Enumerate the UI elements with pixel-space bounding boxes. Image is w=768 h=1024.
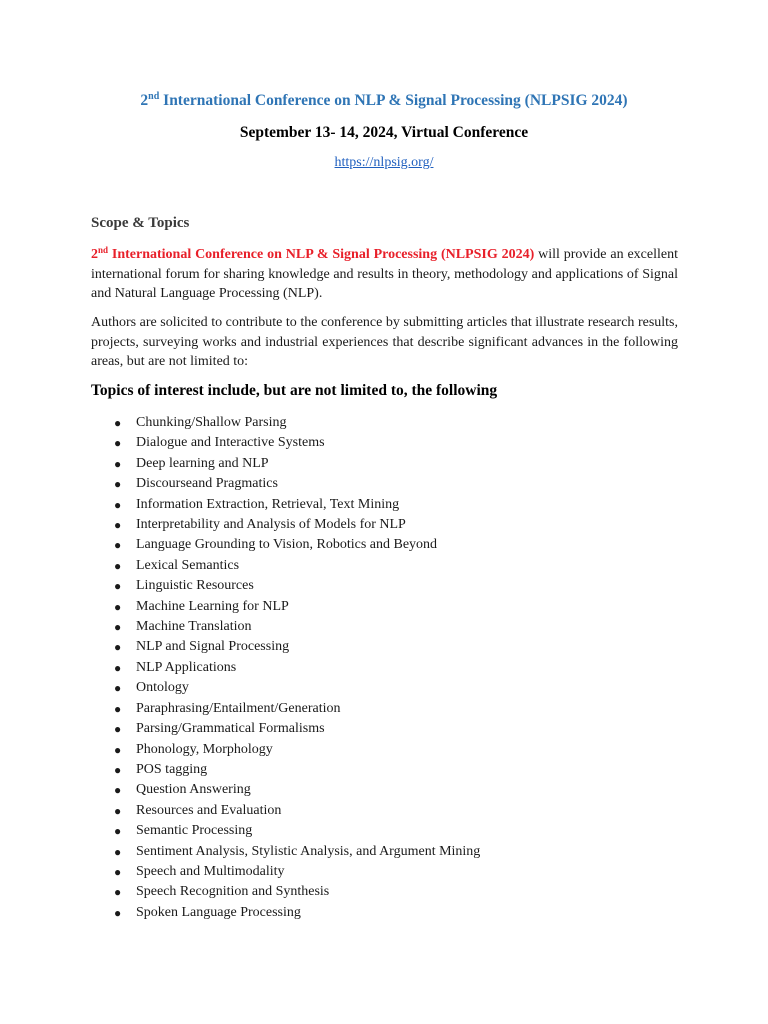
conference-url-link[interactable]: https://nlpsig.org/ xyxy=(334,155,434,170)
list-item xyxy=(112,495,480,515)
list-item xyxy=(112,617,480,637)
topic-label: Semantic Processing xyxy=(136,823,253,839)
bullet-icon: ● xyxy=(114,864,122,879)
topics-heading: Topics of interest include, but are not limited to, the following xyxy=(91,382,498,399)
bullet-icon: ● xyxy=(114,803,122,818)
bullet-icon: ● xyxy=(114,538,122,553)
topic-label: Interpretability and Analysis of Models for NLP xyxy=(136,517,406,533)
list-item xyxy=(112,454,480,474)
list-item xyxy=(112,699,480,719)
list-item xyxy=(112,474,480,494)
bullet-icon: ● xyxy=(114,620,122,635)
bullet-icon: ● xyxy=(114,558,122,573)
list-item xyxy=(112,719,480,739)
bullet-icon: ● xyxy=(114,742,122,757)
bullet-icon: ● xyxy=(114,436,122,451)
topic-label: NLP and Signal Processing xyxy=(136,639,290,655)
list-item xyxy=(112,433,480,453)
topic-label: Linguistic Resources xyxy=(136,578,254,594)
bullet-icon: ● xyxy=(114,844,122,859)
bullet-icon: ● xyxy=(114,722,122,737)
topic-label: Speech and Multimodality xyxy=(136,863,285,879)
conference-name-highlight: 2nd International Conference on NLP & Signal Processing (NLPSIG 2024) xyxy=(91,245,535,262)
bullet-icon: ● xyxy=(114,701,122,716)
bullet-icon: ● xyxy=(114,905,122,920)
topic-label: Language Grounding to Vision, Robotics and Beyond xyxy=(136,537,438,553)
topic-label: Deep learning and NLP xyxy=(136,455,269,471)
list-item xyxy=(112,515,480,535)
topic-label: Discourseand Pragmatics xyxy=(136,476,278,492)
bullet-icon: ● xyxy=(114,416,122,430)
topic-label: Resources and Evaluation xyxy=(136,802,282,818)
topic-label: Chunking/Shallow Parsing xyxy=(136,415,287,430)
topic-label: Machine Translation xyxy=(136,619,252,635)
bullet-icon: ● xyxy=(114,762,122,777)
list-item xyxy=(112,780,480,800)
list-item xyxy=(112,862,480,882)
bullet-icon: ● xyxy=(114,660,122,675)
conference-title: 2nd International Conference on NLP & Signal Processing (NLPSIG 2024) xyxy=(140,91,628,109)
list-item xyxy=(112,740,480,760)
bullet-icon: ● xyxy=(114,681,122,696)
topic-label: POS tagging xyxy=(136,761,208,777)
list-item xyxy=(112,597,480,617)
bullet-icon: ● xyxy=(114,783,122,798)
list-item xyxy=(112,556,480,576)
scope-paragraph-authors: Authors are solicited to contribute to the conference by submitting articles that illustrate research results, projects, surveying works and industrial experiences that describe significant advances in the following areas, but are not limited to: xyxy=(91,315,678,369)
bullet-icon: ● xyxy=(114,640,122,655)
bullet-icon: ● xyxy=(114,885,122,900)
list-item xyxy=(112,637,480,657)
list-item xyxy=(112,882,480,902)
list-item xyxy=(112,535,480,555)
bullet-icon: ● xyxy=(114,497,122,512)
topic-label: Ontology xyxy=(136,680,189,696)
topic-label: Sentiment Analysis, Stylistic Analysis, and Argument Mining xyxy=(136,843,481,859)
scope-paragraph-intro: 2nd International Conference on NLP & Signal Processing (NLPSIG 2024) will provide an excellent international forum for sharing knowledge and results in theory, methodology and applications of Signal and Natural Language Processing (NLP). xyxy=(91,245,678,301)
list-item xyxy=(112,801,480,821)
list-item xyxy=(112,760,480,780)
topic-label: Lexical Semantics xyxy=(136,557,240,573)
list-item xyxy=(112,658,480,678)
topic-label: Phonology, Morphology xyxy=(136,741,273,757)
topics-list xyxy=(112,413,480,923)
topic-label: Parsing/Grammatical Formalisms xyxy=(136,721,325,737)
conference-dates: September 13- 14, 2024, Virtual Conference xyxy=(239,124,529,141)
bullet-icon: ● xyxy=(114,579,122,594)
list-item xyxy=(112,821,480,841)
topic-label: Speech Recognition and Synthesis xyxy=(136,884,330,900)
list-item xyxy=(112,413,480,433)
list-item xyxy=(112,903,480,923)
topic-label: Spoken Language Processing xyxy=(136,904,301,920)
topic-label: NLP Applications xyxy=(136,659,237,675)
bullet-icon: ● xyxy=(114,518,122,533)
list-item xyxy=(112,576,480,596)
topic-label: Question Answering xyxy=(136,782,251,798)
bullet-icon: ● xyxy=(114,477,122,492)
list-item xyxy=(112,842,480,862)
bullet-icon: ● xyxy=(114,456,122,471)
bullet-icon: ● xyxy=(114,599,122,614)
topic-label: Dialogue and Interactive Systems xyxy=(136,435,325,451)
topic-label: Paraphrasing/Entailment/Generation xyxy=(136,700,341,716)
scope-heading: Scope & Topics xyxy=(91,215,190,231)
list-item xyxy=(112,678,480,698)
topic-label: Information Extraction, Retrieval, Text Mining xyxy=(136,496,400,512)
topic-label: Machine Learning for NLP xyxy=(136,598,289,614)
bullet-icon: ● xyxy=(114,824,122,839)
